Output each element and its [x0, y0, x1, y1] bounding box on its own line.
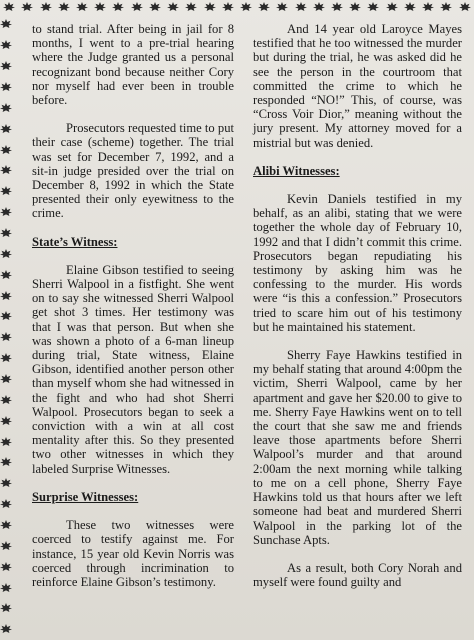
- maple-leaf-icon: [0, 103, 12, 113]
- maple-leaf-icon: [0, 165, 12, 175]
- maple-leaf-icon: [112, 2, 124, 12]
- right-paragraph-1: And 14 year old Laroyce Mayes testified that he too witnessed the murder but during the trial, he was asked did he see the person in the courtroom that committed the crime to which he responded “NO!” This, of course, was “Cross Voir Dior,” meaning without the jury present. My attorney moved for a mistrial but was denied.: [253, 22, 462, 150]
- maple-leaf-icon: [0, 207, 12, 217]
- maple-leaf-icon: [0, 437, 12, 447]
- left-column: [32, 22, 234, 589]
- left-paragraph-1: to stand trial. After being in jail for 8 months, I went to a pre-trial hearing where the Judge granted us a personal recognizant bond because neither Cory nor myself had ever been in trouble before.: [32, 22, 234, 108]
- maple-leaf-icon: [0, 520, 12, 530]
- right-paragraph-2: Kevin Daniels testified in my behalf, as an alibi, stating that we were together the whole day of February 10, 1992 and that I didn’t commit this crime. Prosecutors began repudiating his testimony by asking him was he confessing to the murder. His words were “is this a confession.” Prosecutors tried to scare him out of his testimony but he maintained his statement.: [253, 192, 462, 334]
- maple-leaf-icon: [0, 583, 12, 593]
- maple-leaf-icon: [386, 2, 398, 12]
- maple-leaf-icon: [0, 61, 12, 71]
- maple-leaf-icon: [240, 2, 252, 12]
- maple-leaf-icon: [3, 2, 15, 12]
- maple-leaf-icon: [440, 2, 452, 12]
- maple-leaf-icon: [131, 2, 143, 12]
- left-paragraph-4: These two witnesses were coerced to testify against me. For instance, 15 year old Kevin Norris was coerced through incrimination to reinforce Elaine Gibson’s testimony.: [32, 518, 234, 589]
- maple-leaf-icon: [58, 2, 70, 12]
- maple-leaf-icon: [367, 2, 379, 12]
- maple-leaf-icon: [0, 624, 12, 634]
- maple-leaf-icon: [0, 270, 12, 280]
- maple-leaf-icon: [404, 2, 416, 12]
- maple-leaf-icon: [0, 249, 12, 259]
- right-paragraph-3: Sherry Faye Hawkins testified in my behalf stating that around 4:00pm the victim, Sherri Walpool, came by her apartment and gave her $20.00 to give to me. Sherry Faye Hawkins went on to tell the court that she saw me and friends leave those apartments before Sherri Walpool’s murder and that around 2:00am the next morning while talking to me on a cell phone, Sherry Faye Hawkins told us that hours after we left someone had beat and murdered Sherri Walpool in the parking lot of the Sunchase Apts.: [253, 348, 462, 547]
- maple-leaf-icon: [149, 2, 161, 12]
- maple-leaf-icon: [0, 124, 12, 134]
- maple-leaf-icon: [40, 2, 52, 12]
- maple-leaf-icon: [0, 311, 12, 321]
- maple-leaf-icon: [94, 2, 106, 12]
- maple-leaf-icon: [276, 2, 288, 12]
- maple-leaf-icon: [0, 332, 12, 342]
- maple-leaf-icon: [222, 2, 234, 12]
- maple-leaf-icon: [0, 228, 12, 238]
- right-paragraph-4: As a result, both Cory Norah and myself were found guilty and: [253, 560, 462, 590]
- maple-leaf-icon: [0, 374, 12, 384]
- maple-leaf-icon: [295, 2, 307, 12]
- maple-leaf-icon: [185, 2, 197, 12]
- maple-leaf-icon: [258, 2, 270, 12]
- left-paragraph-2: Prosecutors requested time to put their case (scheme) together. The trial was set for December 7, 1992, and a sit-in judge presided over the trial on December 8, 1992 in which the State presented their only eyewitness to the crime.: [32, 121, 234, 221]
- leaf-border-left: [0, 14, 12, 640]
- maple-leaf-icon: [21, 2, 33, 12]
- maple-leaf-icon: [331, 2, 343, 12]
- maple-leaf-icon: [0, 291, 12, 301]
- maple-leaf-icon: [349, 2, 361, 12]
- maple-leaf-icon: [422, 2, 434, 12]
- maple-leaf-icon: [0, 541, 12, 551]
- maple-leaf-icon: [0, 562, 12, 572]
- maple-leaf-icon: [0, 19, 12, 29]
- maple-leaf-icon: [0, 478, 12, 488]
- maple-leaf-icon: [0, 186, 12, 196]
- heading-state-witness: State’s Witness:: [32, 234, 118, 249]
- heading-alibi-witnesses: Alibi Witnesses:: [253, 163, 340, 178]
- maple-leaf-icon: [0, 40, 12, 50]
- heading-surprise-witnesses: Surprise Witnesses:: [32, 489, 139, 504]
- maple-leaf-icon: [0, 145, 12, 155]
- maple-leaf-icon: [0, 82, 12, 92]
- right-column: [253, 22, 462, 589]
- maple-leaf-icon: [0, 457, 12, 467]
- maple-leaf-icon: [0, 395, 12, 405]
- leaf-border-top: [0, 0, 474, 14]
- maple-leaf-icon: [0, 499, 12, 509]
- maple-leaf-icon: [313, 2, 325, 12]
- maple-leaf-icon: [76, 2, 88, 12]
- maple-leaf-icon: [0, 416, 12, 426]
- maple-leaf-icon: [0, 353, 12, 363]
- maple-leaf-icon: [204, 2, 216, 12]
- maple-leaf-icon: [0, 603, 12, 613]
- maple-leaf-icon: [167, 2, 179, 12]
- maple-leaf-icon: [459, 2, 471, 12]
- left-paragraph-3: Elaine Gibson testified to seeing Sherri Walpool in a fistfight. She went on to say she witnessed Sherri Walpool get shot 3 times. Her testimony was that I was that person. But when she was shown a photo of a 6-man lineup during trial, State witness, Elaine Gibson, identified another person other than myself whom she had witnessed in the fight and who had shot Sherri Walpool. Prosecutors began to seek a conviction with a win at all cost mentality after this. So they presented two other witnesses in which they labeled Surprise Witnesses.: [32, 262, 234, 476]
